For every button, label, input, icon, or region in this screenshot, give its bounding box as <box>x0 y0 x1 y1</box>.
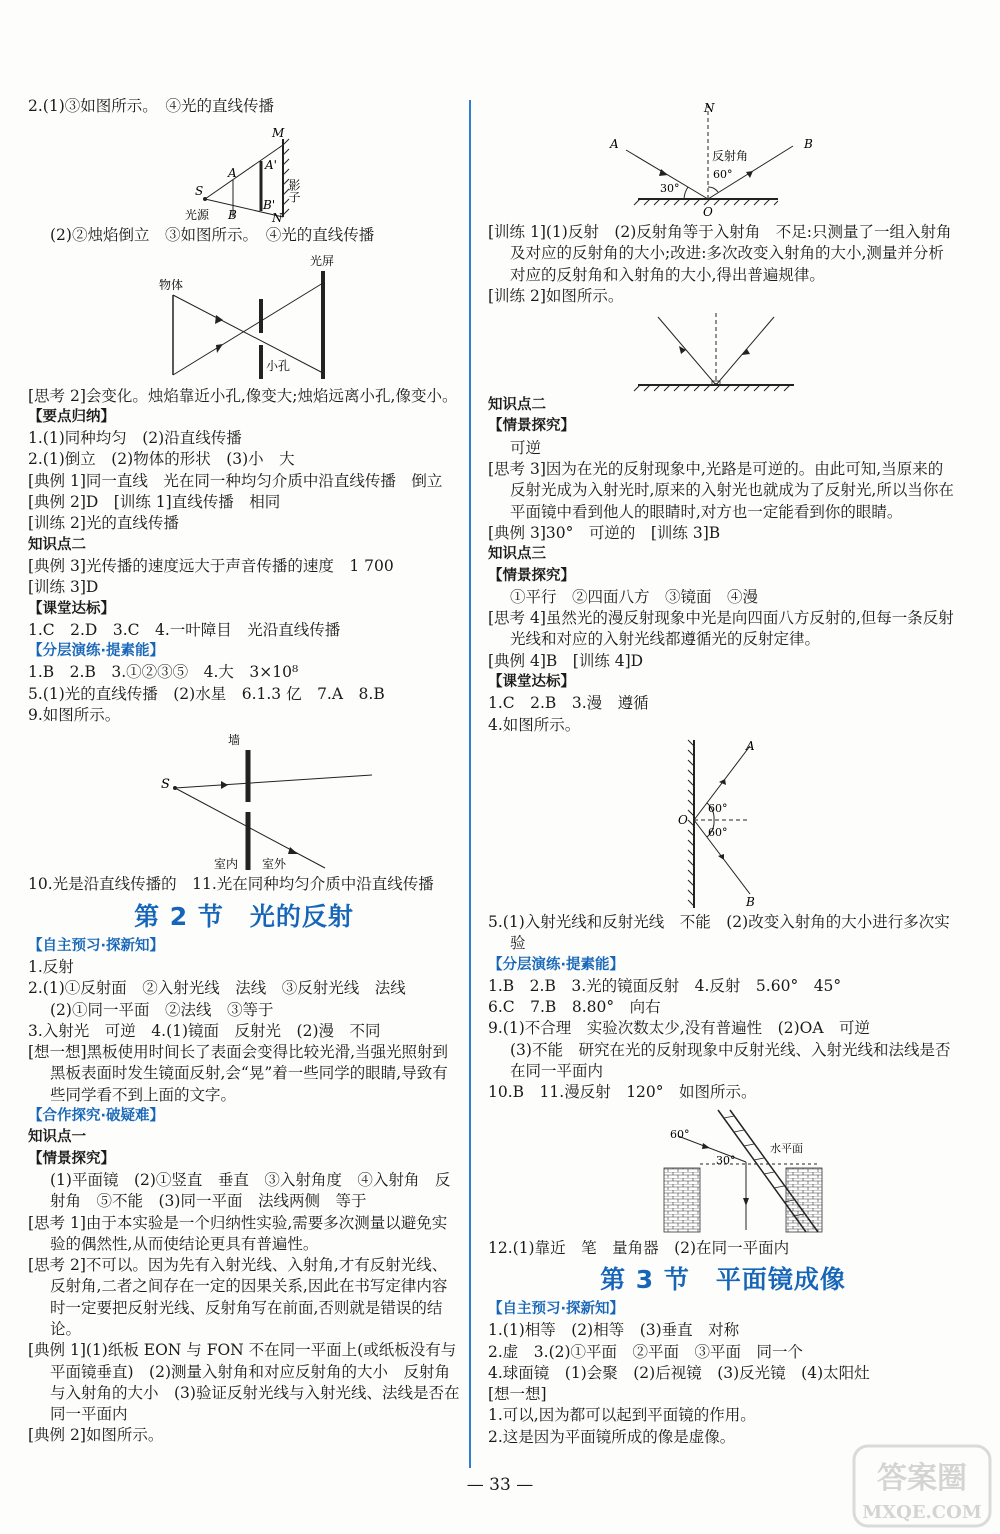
fig2-label-hole: 小孔 <box>266 358 291 373</box>
answer-line: [训练 2]光的直线传播 <box>28 514 179 533</box>
answer-line: 1.C 2.D 3.C 4.一叶障目 光沿直线传播 <box>28 620 341 639</box>
column-divider <box>469 100 471 1468</box>
answer-line: 1.B 2.B 3.光的镜面反射 4.反射 5.60° 45° <box>488 976 842 995</box>
fig7-label-30: 30° <box>716 1153 736 1167</box>
answer-line: (3)不能 研究在光的反射现象中反射光线、入射光线和法线是否在同一平面内 <box>510 1040 951 1081</box>
thinking-1: [思考 1]由于本实验是一个归纳性实验,需要多次测量以避免实验的偶然性,从而使结论更具有普遍性。 <box>28 1213 448 1253</box>
answer-line: [想一想] <box>488 1385 547 1404</box>
section-heading-blue: 【自主预习·探新知】 <box>488 1300 625 1317</box>
fig4-label-o: O <box>703 205 713 219</box>
fig7-label-60: 60° <box>670 1127 690 1141</box>
page-number-value: 33 <box>489 1475 511 1495</box>
answer-line: 4.球面镜 (1)会聚 (2)后视镜 (3)反光镜 (4)太阳灶 <box>488 1363 870 1382</box>
thinking-2b: [思考 2]不可以。因为先有入射光线、入射角,才有反射光线、反射角,二者之间存在一定的因果关系,因此在书写定律内容时一定要把反射光线、反射角写在前面,否则就是错误的结论。 <box>28 1256 448 1338</box>
answer-line: (2)②烛焰倒立 ③如图所示。 ④光的直线传播 <box>50 226 375 245</box>
answer-line: 12.(1)靠近 笔 量角器 (2)在同一平面内 <box>488 1238 790 1257</box>
answer-line: 1.反射 <box>28 957 74 976</box>
answer-line: 5.(1)入射光线和反射光线 不能 (2)改变入射角的大小进行多次实验 <box>488 912 950 953</box>
section-heading: 【要点归纳】 <box>28 408 115 425</box>
training-2: [训练 2]如图所示。 <box>488 286 624 305</box>
answer-line: 1.C 2.B 3.漫 遵循 <box>488 694 649 713</box>
section-heading: 知识点二 <box>28 536 86 553</box>
section-heading: 知识点二 <box>488 397 546 414</box>
answer-line: [典例 2]D [训练 1]直线传播 相同 <box>28 493 281 512</box>
answer-line: 6.C 7.B 8.80° 向右 <box>488 998 661 1017</box>
fig3-label-wall: 墙 <box>228 733 241 748</box>
section-heading-blue: 【分层演练·提素能】 <box>488 956 625 973</box>
section-heading: 知识点三 <box>488 546 546 563</box>
answer-line: 3.入射光 可逆 4.(1)镜面 反射光 (2)漫 不同 <box>28 1021 381 1040</box>
answer-line: 2.(1)③如图所示。 ④光的直线传播 <box>28 97 274 115</box>
answer-line: 10.B 11.漫反射 120° 如图所示。 <box>488 1083 757 1102</box>
answer-line: 可逆 <box>510 438 542 457</box>
fig1-label-b: B <box>228 208 237 223</box>
svg-text:MXQE.COM: MXQE.COM <box>862 1502 982 1523</box>
section-heading-blue: 【自主预习·探新知】 <box>28 937 165 954</box>
page-number: — 33 — <box>466 1475 534 1495</box>
answer-line: (1)平面镜 (2)①竖直 垂直 ③入射角度 ④入射角 反射角 ⑤不能 (3)同一平面 法线两侧 等于 <box>50 1170 451 1211</box>
answer-line: 1.可以,因为都可以起到平面镜的作用。 <box>488 1406 756 1425</box>
section-heading-blue: 【分层演练·提素能】 <box>28 643 165 660</box>
section-heading: 【课堂达标】 <box>488 674 575 691</box>
well-mirror-figure <box>488 1106 958 1236</box>
fig4-label-n: N <box>704 101 715 115</box>
fig1-label-a: A <box>228 166 237 181</box>
mirror-reflection-figure <box>488 309 958 393</box>
example-2: [典例 2]如图所示。 <box>28 1426 164 1445</box>
section-heading: 【情景探究】 <box>28 1150 115 1167</box>
fig6-label-a: A <box>746 738 755 753</box>
fig3-label-indoor: 室内 <box>214 857 239 872</box>
fig2-label-object: 物体 <box>159 277 184 292</box>
answer-line: [典例 4]B [训练 4]D <box>488 651 644 670</box>
answer-line: 2.这是因为平面镜所成的像是虚像。 <box>488 1427 736 1446</box>
section-heading: 【课堂达标】 <box>28 600 115 617</box>
thinking-2: [思考 2]会变化。烛焰靠近小孔,像变大;烛焰远离小孔,像变小。 <box>28 386 458 405</box>
svg-text:答案圈: 答案圈 <box>877 1461 967 1496</box>
fig1-label-n: N <box>272 211 283 224</box>
answer-line: 9.(1)不合理 实验次数太少,没有普遍性 (2)OA 可逆 <box>488 1019 871 1038</box>
answer-line: 9.如图所示。 <box>28 706 121 725</box>
fig1-label-m: M <box>272 126 285 141</box>
answer-line: 4.如图所示。 <box>488 715 581 734</box>
section-heading-blue: 【合作探究·破疑难】 <box>28 1108 165 1125</box>
answer-line: 1.(1)相等 (2)相等 (3)垂直 对称 <box>488 1321 740 1340</box>
example-1: [典例 1](1)纸板 EON 与 FON 不在同一平面上(或纸板没有与平面镜垂直) (2)测量入射角和对应反射角的大小 反射角与入射角的大小 (3)验证反射光线与入射光线、法线是否在同一平面内 <box>28 1341 460 1424</box>
fig1-label-shadow: 影子 <box>287 179 301 204</box>
section-title-2: 第 2 节 光的反射 <box>134 901 354 931</box>
answer-line: [训练 3]D <box>28 578 99 597</box>
section-heading: 【情景探究】 <box>488 567 575 584</box>
right-column <box>488 98 958 1448</box>
answer-line: [典例 3]30° 可逆的 [训练 3]B <box>488 523 721 542</box>
answer-line: (2)①同一平面 ②法线 ③等于 <box>50 1000 274 1019</box>
fig4-label-reflect-angle: 反射角 <box>712 149 749 163</box>
answer-line: 10.光是沿直线传播的 11.光在同种均匀介质中沿直线传播 <box>28 875 434 894</box>
fig2-label-screen: 光屏 <box>310 253 335 268</box>
fig6-label-60b: 60° <box>708 825 728 839</box>
answer-line: 2.虚 3.(2)①平面 ②平面 ③平面 同一个 <box>488 1342 804 1361</box>
fig1-label-s: S <box>195 184 204 199</box>
training-1: [训练 1](1)反射 (2)反射角等于入射角 不足:只测量了一组入射角及对应的反射角的大小;改进:多次改变入射角的大小,测量并分析对应的反射角和入射角的大小,得出普遍规律。 <box>488 223 952 284</box>
fig1-label-b2: B' <box>263 198 276 213</box>
fig4-label-b: B <box>804 137 813 151</box>
fig3-label-s: S <box>161 777 170 793</box>
fig1-label-light-source: 光源 <box>185 208 210 223</box>
fig6-label-b: B <box>746 894 755 909</box>
thinking-4: [思考 4]虽然光的漫反射现象中光是向四面八方反射的,但每一条反射光线和对应的入射光线都遵循光的反射定律。 <box>488 609 954 649</box>
think-about-it: [想一想]黑板使用时间长了表面会变得比较光滑,当强光照射到黑板表面时发生镜面反射,会“晃”着一些同学的眼睛,导致有些同学看不到上面的文字。 <box>28 1043 449 1104</box>
fig4-label-30: 30° <box>660 182 680 195</box>
fig6-label-60a: 60° <box>708 801 728 815</box>
fig1-label-a2: A' <box>265 158 277 173</box>
vertical-mirror-figure <box>488 738 958 910</box>
reflection-angle-figure <box>488 100 958 220</box>
answer-line: 2.(1)①反射面 ②入射光线 法线 ③反射光线 法线 <box>28 979 406 998</box>
answer-line: ①平行 ②四面八方 ③镜面 ④漫 <box>510 587 759 606</box>
wall-light-figure <box>28 728 460 872</box>
answer-line: 2.(1)倒立 (2)物体的形状 (3)小 大 <box>28 450 295 469</box>
fig4-label-60: 60° <box>713 168 733 181</box>
pinhole-shadow-figure <box>28 119 460 223</box>
answer-line: 5.(1)光的直线传播 (2)水星 6.1.3 亿 7.A 8.B <box>28 684 385 703</box>
answer-line: [典例 3]光传播的速度远大于声音传播的速度 1 700 <box>28 556 394 575</box>
answer-line: [典例 1]同一直线 光在同一种均匀介质中沿直线传播 倒立 <box>28 471 443 490</box>
pinhole-image-figure <box>28 249 460 384</box>
answer-line: 1.(1)同种均匀 (2)沿直线传播 <box>28 429 242 448</box>
watermark-logo <box>852 1444 992 1528</box>
section-heading: 知识点一 <box>28 1129 86 1146</box>
fig4-label-a: A <box>610 137 619 151</box>
left-column <box>28 96 460 1447</box>
thinking-3: [思考 3]因为在光的反射现象中,光路是可逆的。由此可知,当原来的反射光成为入射光时,原来的入射光也就成为了反射光,所以当你在平面镜中看到他人的眼睛时,对方也一定能看到你的眼睛。 <box>488 460 954 521</box>
section-heading: 【情景探究】 <box>488 418 575 435</box>
fig3-label-outdoor: 室外 <box>262 857 287 872</box>
section-title-3: 第 3 节 平面镜成像 <box>600 1264 846 1294</box>
answer-line: 1.B 2.B 3.①②③⑤ 4.大 3×10⁸ <box>28 663 299 682</box>
fig6-label-o: O <box>678 812 688 827</box>
fig7-label-water-level: 水平面 <box>770 1141 803 1155</box>
